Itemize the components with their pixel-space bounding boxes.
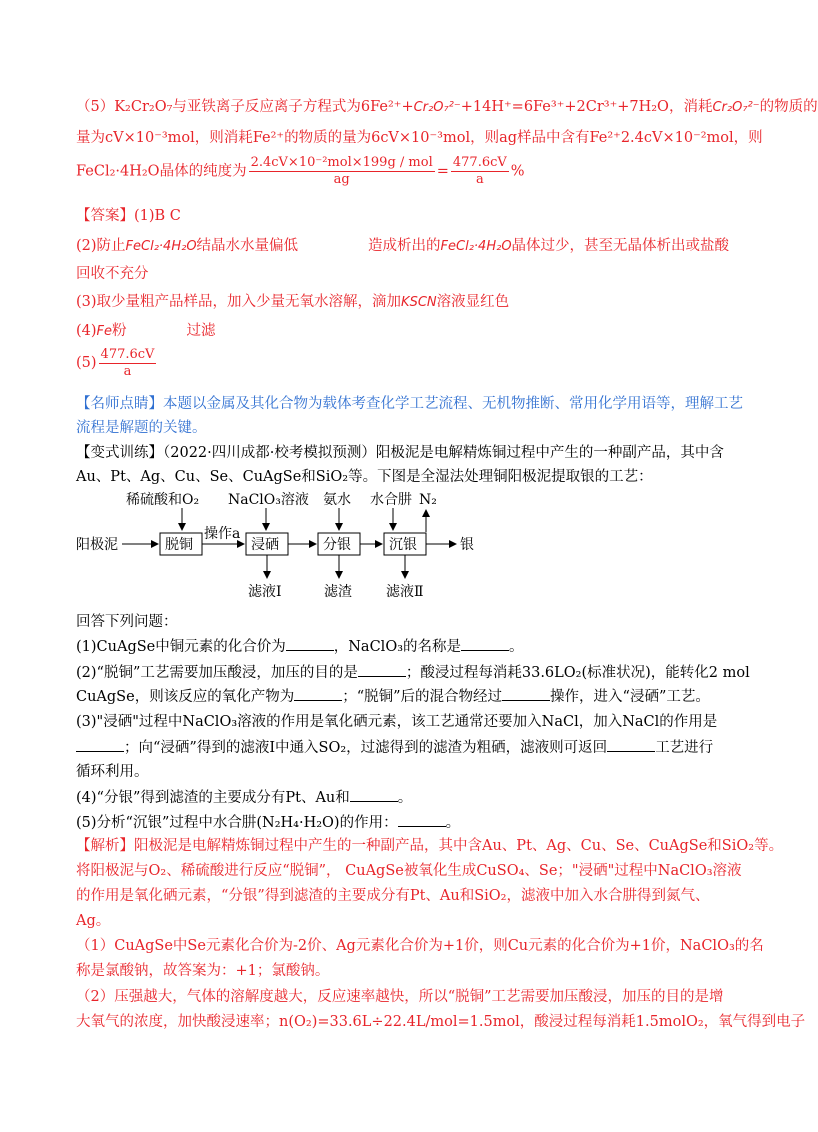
question-1 (76, 636, 524, 657)
question-5 (76, 812, 460, 833)
p5-line3-text: FeCl₂·4H₂O晶体的纯度为 (76, 163, 247, 180)
box-ag-separate-label: 分银 (323, 537, 351, 553)
end-silver: 银 (460, 537, 474, 553)
process-flow-diagram (76, 488, 506, 606)
answer-line3 (76, 292, 509, 313)
kscn-formula: KSCN (401, 295, 437, 310)
analysis-line3: 的作用是氧化硒元素，“分银”得到滤渣的主要成分有Pt、Au和SiO₂，滤液中加入水合肼得到氮气、 (76, 888, 710, 904)
tip-line2: 流程是解题的关键。 (76, 420, 207, 436)
dichromate-formula-2: Cr₂O₇²⁻ (712, 100, 760, 115)
result-numerator: 477.6cV (452, 155, 507, 170)
q2-blank-1[interactable] (358, 662, 406, 677)
question-2 (76, 662, 750, 683)
answer-line5 (76, 346, 158, 380)
question-3c: 循环利用。 (76, 764, 149, 780)
answer-4-text-c: 过滤 (186, 323, 216, 339)
p5-line3 (76, 155, 525, 188)
question-3b (76, 737, 713, 758)
q3-blank-1[interactable] (76, 737, 124, 752)
answer-line2b: 回收不充分 (76, 266, 149, 282)
analysis-line4: Ag。 (76, 913, 111, 929)
answer-4-text-a: (4) (76, 323, 97, 339)
answer-1: (1)B C (134, 208, 181, 224)
answer-2-text-c: 造成析出的 (368, 238, 441, 254)
answer-5-label: (5) (76, 355, 97, 371)
fe-formula: Fe (96, 324, 113, 339)
q2-text-e: 操作，进入“浸硒”工艺。 (550, 689, 710, 705)
answer-3-text-b: 溶液显红色 (436, 294, 510, 310)
operation-a: 操作a (204, 526, 241, 542)
analysis-line6: 称是氯酸钠，故答案为：+1；氯酸钠。 (76, 963, 330, 979)
q5-text-b: 。 (445, 815, 461, 831)
p5-line1-text-a: （5）K₂Cr₂O₇与亚铁离子反应离子方程式为6Fe²⁺+ (76, 99, 414, 115)
q3-text-b: ；向“浸硒”得到的滤液Ⅰ中通入SO₂，过滤得到的滤渣为粗硒，滤液则可返回 (124, 740, 608, 756)
q1-blank-2[interactable] (461, 636, 509, 651)
box-decopper-label: 脱铜 (165, 537, 193, 553)
question-4 (76, 787, 412, 808)
answer-5-numerator: 477.6cV (100, 346, 155, 362)
answer-2-text-a: (2)防止 (76, 238, 126, 254)
answer-5-denominator: a (123, 363, 132, 379)
q2-blank-3[interactable] (502, 686, 550, 701)
tip-label: 【名师点睛】 (76, 396, 163, 412)
q2-text-a: (2)“脱铜”工艺需要加压酸浸，加压的目的是 (76, 665, 358, 681)
q2-text-d: ；“脱铜”后的混合物经过 (342, 689, 503, 705)
answer-line1 (76, 206, 181, 226)
questions-intro: 回答下列问题： (76, 614, 178, 630)
input-naclo3: NaClO₃溶液 (228, 492, 309, 508)
answer-4-text-b: 粉 (112, 323, 127, 339)
analysis-text-1: 阳极泥是电解精炼铜过程中产生的一种副产品，其中含Au、Pt、Ag、Cu、Se、CuAgSe和SiO₂等。 (134, 838, 784, 854)
q3-text-c: 工艺进行 (655, 740, 714, 756)
question-3: (3)"浸硒"过程中NaClO₃溶液的作用是氧化硒元素，该工艺通常还要加入NaCl，加入NaCl的作用是 (76, 714, 718, 730)
answer-2-text-d: 晶体过少，甚至无晶体析出或盐酸 (511, 238, 730, 254)
analysis-label: 【解析】 (76, 838, 134, 854)
analysis-line8: 大氧气的浓度，加快酸浸速率；n(O₂)=33.6L÷22.4L/mol=1.5mol，酸浸过程每消耗1.5molO₂，氧气得到电子 (76, 1014, 806, 1030)
variant-line1 (76, 443, 724, 463)
p5-line1 (76, 97, 818, 118)
answer-line4 (76, 321, 216, 342)
p5-line1-text-b: +14H⁺=6Fe³⁺+2Cr³⁺+7H₂O，消耗 (460, 99, 713, 115)
analysis-line1 (76, 836, 783, 856)
question-2b (76, 686, 710, 707)
p5-line2: 量为cV×10⁻³mol，则消耗Fe²⁺的物质的量为6cV×10⁻³mol，则ag样品中含有Fe²⁺2.4cV×10⁻²mol，则 (76, 130, 763, 146)
output-filtrate-2: 滤液Ⅱ (386, 584, 424, 600)
start-anode-mud: 阳极泥 (76, 537, 118, 553)
percent-sign: % (510, 163, 525, 180)
answer-line2 (76, 236, 729, 257)
q2-text-c: CuAgSe，则该反应的氧化产物为 (76, 689, 295, 705)
q2-text-b: ；酸浸过程每消耗33.6LO₂(标准状况)，能转化2 mol (405, 665, 750, 681)
result-denominator: a (475, 172, 484, 187)
answer-label: 【答案】 (76, 208, 134, 224)
purity-fraction (249, 155, 435, 188)
q1-text-b: ，NaClO₃的名称是 (333, 639, 462, 655)
answer-3-text-a: (3)取少量粗产品样品，加入少量无氧水溶解，滴加 (76, 294, 402, 310)
q5-blank[interactable] (398, 812, 446, 827)
box-se-leach-label: 浸硒 (251, 537, 279, 553)
q2-blank-2[interactable] (294, 686, 342, 701)
q3-blank-2[interactable] (607, 737, 655, 752)
q1-text-c: 。 (509, 639, 524, 655)
input-acid-oxygen: 稀硫酸和O₂ (126, 492, 200, 508)
output-filtrate-1: 滤液Ⅰ (248, 584, 282, 600)
q1-text-a: (1)CuAgSe中铜元素的化合价为 (76, 639, 286, 655)
box-ag-precipitate-label: 沉银 (389, 537, 417, 553)
purity-numerator: 2.4cV×10⁻²mol×199g / mol (250, 155, 433, 170)
gas-n2: N₂ (419, 492, 437, 508)
input-ammonia: 氨水 (323, 492, 351, 508)
variant-label: 【变式训练】 (76, 445, 163, 461)
purity-denominator: ag (333, 172, 350, 187)
analysis-line7: （2）压强越大，气体的溶解度越大，反应速率越快，所以“脱铜”工艺需要加压酸浸，加压的目的是增 (76, 989, 724, 1005)
q4-blank[interactable] (350, 787, 398, 802)
input-hydrazine: 水合肼 (370, 492, 412, 508)
p5-line1-text-c: 的物质的 (759, 99, 818, 115)
fecl2-formula-2: FeCl₂·4H₂O (440, 239, 512, 254)
q5-text-a: (5)分析“沉银”过程中水合肼(N₂H₄·H₂O)的作用： (76, 815, 398, 831)
analysis-line5: （1）CuAgSe中Se元素化合价为-2价、Ag元素化合价为+1价，则Cu元素的化合价为+1价，NaClO₃的名 (76, 938, 764, 954)
analysis-line2: 将阳极泥与O₂、稀硫酸进行反应“脱铜”， CuAgSe被氧化生成CuSO₄、Se；"浸硒"过程中NaClO₃溶液 (76, 863, 742, 879)
output-residue: 滤渣 (324, 584, 352, 600)
answer-2-text-b: 结晶水水量偏低 (196, 238, 299, 254)
variant-text-1: （2022·四川成都·校考模拟预测）阳极泥是电解精炼铜过程中产生的一种副产品，其中含 (163, 445, 724, 461)
q4-text-b: 。 (397, 790, 413, 806)
dichromate-formula: Cr₂O₇²⁻ (413, 100, 461, 115)
q4-text-a: (4)“分银”得到滤渣的主要成分有Pt、Au和 (76, 790, 350, 806)
equals-sign: = (436, 163, 449, 180)
variant-line2: Au、Pt、Ag、Cu、Se、CuAgSe和SiO₂等。下图是全湿法处理铜阳极泥提取银的工艺： (76, 469, 653, 485)
fecl2-formula: FeCl₂·4H₂O (125, 239, 197, 254)
q1-blank-1[interactable] (286, 636, 334, 651)
answer-5-fraction (99, 347, 157, 380)
result-fraction (451, 155, 509, 188)
tip-text-1: 本题以金属及其化合物为载体考查化学工艺流程、无机物推断、常用化学用语等，理解工艺 (163, 396, 743, 412)
tip-line1 (76, 394, 743, 414)
